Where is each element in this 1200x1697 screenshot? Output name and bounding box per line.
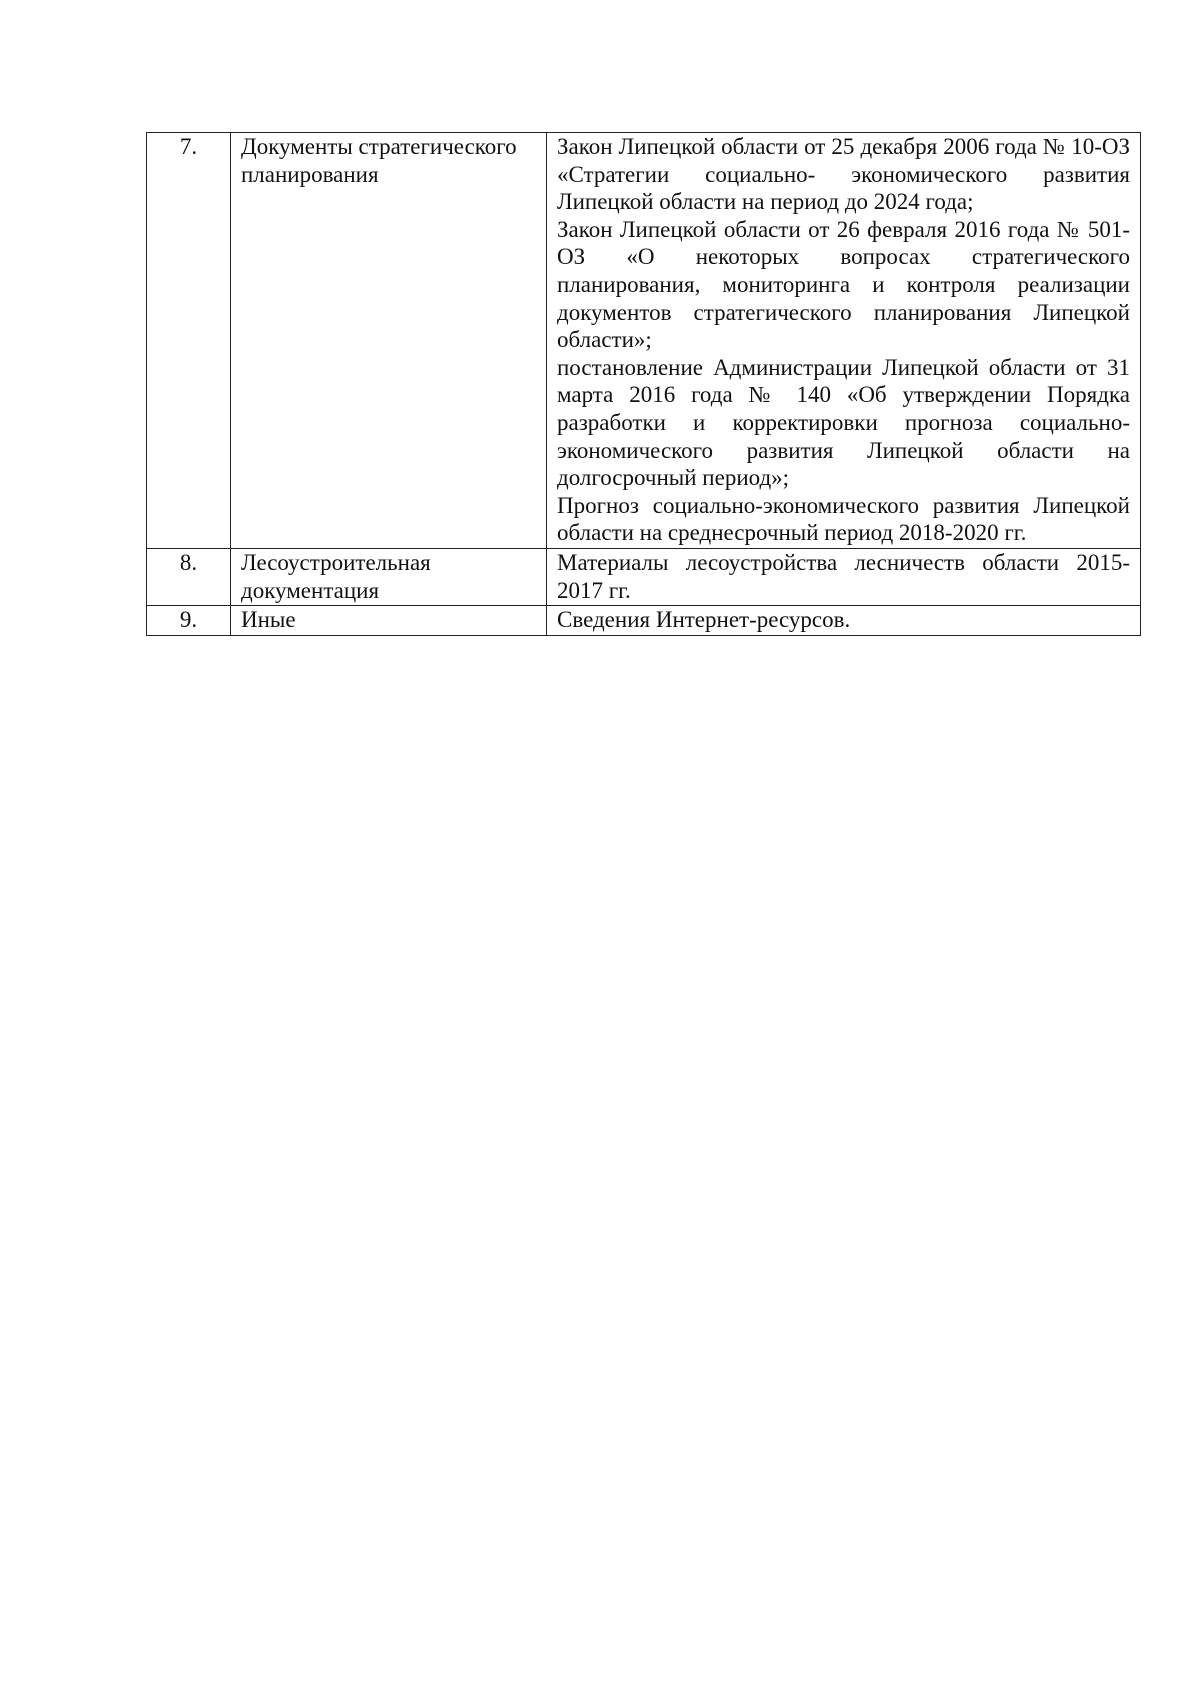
document-type: Лесоустроительная документация	[231, 548, 547, 605]
table-row	[147, 606, 1141, 636]
document-type: Документы стратегического планирования	[231, 133, 547, 549]
source-item: Материалы лесоустройства лесничеств области 2015-2017 гг.	[557, 549, 1130, 603]
source-item: постановление Администрации Липецкой области от 31 марта 2016 года № 140 «Об утверждении Порядка разработки и корректировки прогноза социально-экономического развития Липецкой области на долгосрочный период»;	[557, 354, 1130, 491]
source-list	[547, 548, 1141, 605]
source-list	[547, 606, 1141, 636]
source-item: Прогноз социально-экономического развития Липецкой области на среднесрочный период 2018-2020 гг.	[557, 492, 1130, 546]
row-number: 8.	[147, 548, 231, 605]
sources-table	[146, 132, 1141, 636]
source-item: Сведения Интернет-ресурсов.	[557, 607, 851, 633]
row-number: 9.	[147, 606, 231, 636]
source-item: Закон Липецкой области от 25 декабря 2006 года № 10-ОЗ «Стратегии социально- экономического развития Липецкой области на период до 2024 года;	[557, 134, 1130, 215]
table-row	[147, 133, 1141, 549]
source-item: Закон Липецкой области от 26 февраля 2016 года № 501-ОЗ «О некоторых вопросах стратегического планирования, мониторинга и контроля реализации документов стратегического планирования Липецкой области»;	[557, 216, 1130, 353]
table-row	[147, 548, 1141, 605]
row-number: 7.	[147, 133, 231, 549]
document-type: Иные	[231, 606, 547, 636]
source-list	[547, 133, 1141, 549]
